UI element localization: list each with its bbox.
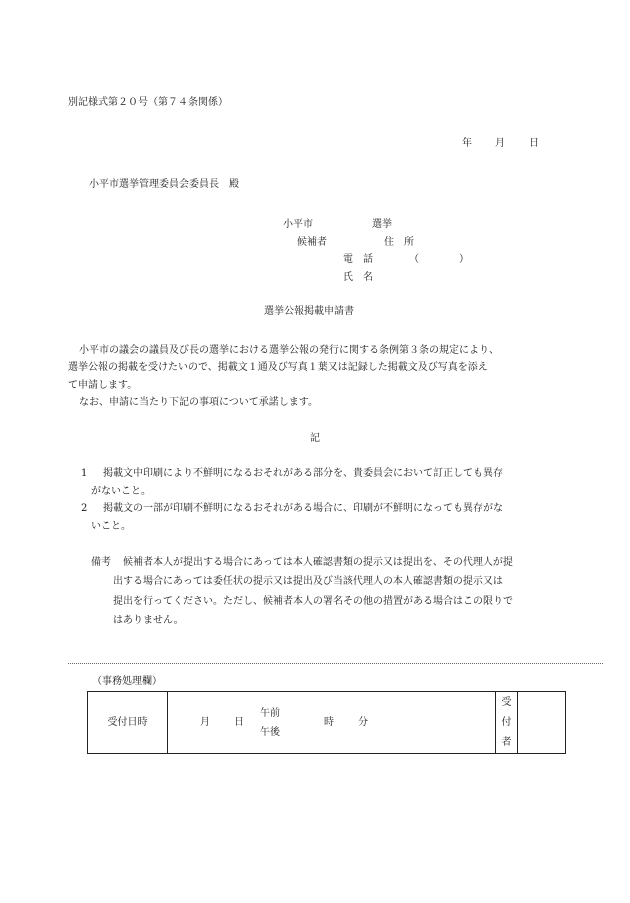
receiver-value-cell (518, 692, 566, 754)
remarks-line-3: 提出を行ってください。ただし、候補者本人の署名その他の措置がある場合はこの限りで (113, 596, 513, 607)
remarks-line-1: 候補者本人が提出する場合にあっては本人確認書類の提示又は提出を、その代理人が提 (123, 557, 513, 568)
item-line-1: 掲載文中印刷により不鮮明になるおそれがある部分を、貴委員会において訂正しても異存 (103, 468, 503, 479)
received-datetime-label: 受付日時 (107, 716, 148, 728)
date-year: 年 (462, 138, 472, 149)
body-line-2: 選挙公報の掲載を受けたいので、掲載文１通及び写真１葉又は記録した掲載文及び写真を添え (68, 362, 488, 373)
applicant-city: 小平市 (283, 219, 313, 230)
item-number: 1 (81, 468, 88, 479)
table-row (88, 692, 566, 754)
received-datetime-value-cell (168, 692, 496, 754)
item-line-2: がないこと。 (91, 486, 151, 497)
form-id: 別記様式第２０号（第７４条関係） (68, 97, 228, 108)
date-day: 日 (529, 138, 539, 149)
applicant-phone-paren-close: ） (459, 254, 469, 265)
office-hour: 時 (324, 717, 334, 728)
applicant-phone-paren-open: （ (409, 254, 419, 265)
applicant-candidate: 候補者 (297, 237, 327, 248)
addressee: 小平市選挙管理委員会委員長 殿 (89, 179, 239, 190)
receiver-char-3: 者 (501, 736, 512, 748)
office-am: 午前 (260, 708, 280, 719)
office-minute: 分 (358, 717, 368, 728)
receiver-char-2: 付 (501, 716, 512, 728)
body-line-4: なお、申請に当たり下記の事項について承諾します。 (79, 397, 318, 408)
remarks-line-2: 出する場合にあっては委任状の提示又は提出及び当該代理人の本人確認書類の提示又は (113, 576, 503, 587)
body-line-3: て申請します。 (68, 380, 138, 391)
applicant-address-label: 住 所 (384, 237, 414, 248)
item-number: 2 (81, 503, 88, 514)
body-line-1: 小平市の議会の議員及び長の選挙における選挙公報の発行に関する条例第３条の規定により、 (79, 345, 499, 356)
date-month: 月 (495, 138, 505, 149)
applicant-name-label: 氏 名 (343, 272, 373, 283)
office-use-table (87, 691, 566, 754)
office-month: 月 (200, 717, 210, 728)
office-day: 日 (234, 717, 244, 728)
document-title: 選挙公報掲載申請書 (264, 306, 354, 317)
item-line-2: いこと。 (91, 521, 131, 532)
ki-heading: 記 (310, 433, 320, 444)
item-line-1: 掲載文の一部が印刷不鮮明になるおそれがある場合に、印刷が不鮮明になっても異存がな (103, 503, 503, 514)
office-section-label: （事務処理欄） (92, 676, 162, 687)
applicant-phone-label: 電 話 (343, 254, 373, 265)
remarks-label: 備考 (91, 557, 111, 568)
divider-dotted (68, 663, 603, 664)
remarks-line-4: はありません。 (113, 615, 184, 626)
received-datetime-label-cell (88, 692, 168, 754)
applicant-election: 選挙 (372, 219, 392, 230)
receiver-char-1: 受 (501, 696, 512, 708)
office-pm: 午後 (260, 727, 280, 738)
receiver-label-cell (496, 692, 518, 754)
